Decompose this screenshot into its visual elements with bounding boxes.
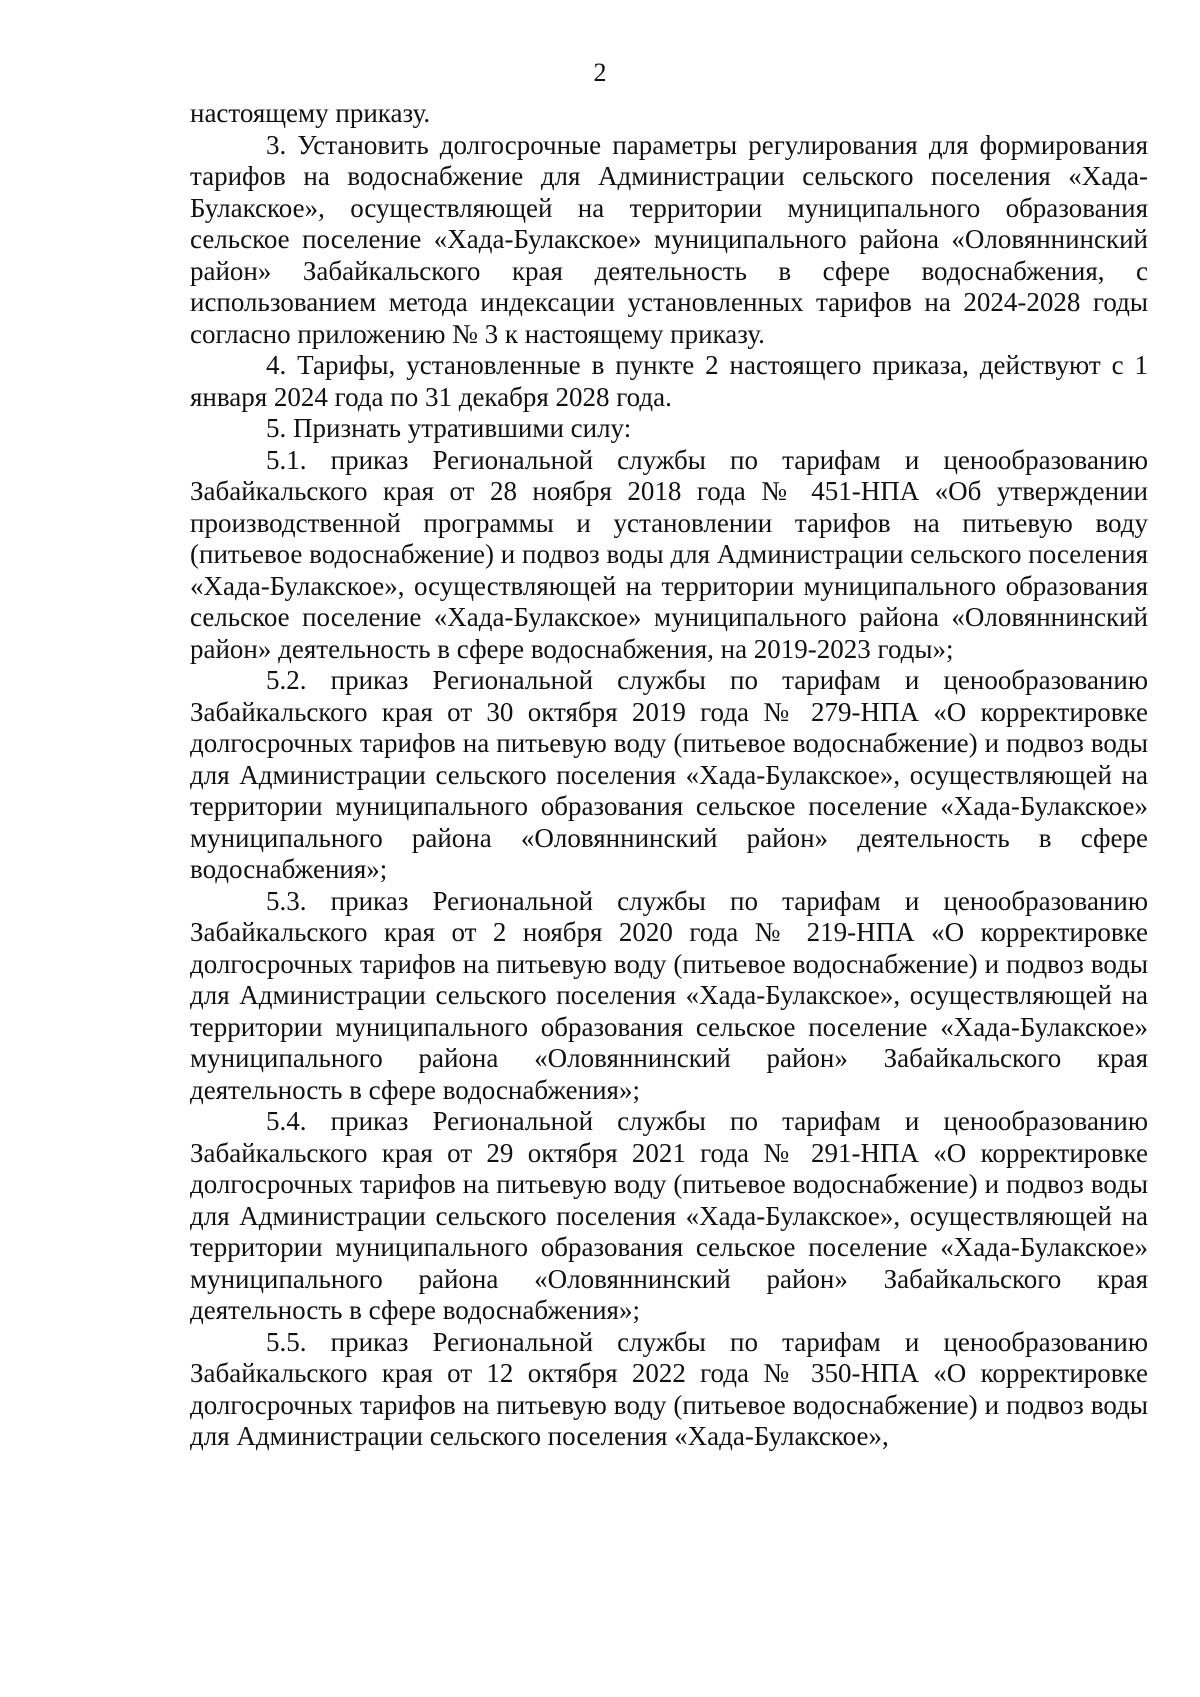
- paragraph-item-5-1: 5.1. приказ Региональной службы по тарифам и ценообразованию Забайкальского края от 28 ноября 2018 года № 451-НПА «Об утверждении производственной программы и установлении тарифов на питьевую воду (питьевое водоснабжение) и подвоз воды для Администрации сельского поселения «Хада-Булакское», осуществляющей на территории муниципального образования сельское поселение «Хада-Булакское» муниципального района «Оловяннинский район» деятельность в сфере водоснабжения, на 2019-2023 годы»;: [190, 444, 1148, 664]
- paragraph-item-3: 3. Установить долгосрочные параметры регулирования для формирования тарифов на водоснабжение для Администрации сельского поселения «Хада-Булакское», осуществляющей на территории муниципального образования сельское поселение «Хада-Булакское» муниципального района «Оловяннинский район» Забайкальского края деятельность в сфере водоснабжения, с использованием метода индексации установленных тарифов на 2024-2028 годы согласно приложению № 3 к настоящему приказу.: [190, 129, 1148, 349]
- document-body: [190, 98, 1148, 1453]
- paragraph-item-5-3: 5.3. приказ Региональной службы по тарифам и ценообразованию Забайкальского края от 2 ноября 2020 года № 219-НПА «О корректировке долгосрочных тарифов на питьевую воду (питьевое водоснабжение) и подвоз воды для Администрации сельского поселения «Хада-Булакское», осуществляющей на территории муниципального образования сельское поселение «Хада-Булакское» муниципального района «Оловяннинский район» Забайкальского края деятельность в сфере водоснабжения»;: [190, 885, 1148, 1105]
- paragraph-item-5-2: 5.2. приказ Региональной службы по тарифам и ценообразованию Забайкальского края от 30 октября 2019 года № 279-НПА «О корректировке долгосрочных тарифов на питьевую воду (питьевое водоснабжение) и подвоз воды для Администрации сельского поселения «Хада-Булакское», осуществляющей на территории муниципального образования сельское поселение «Хада-Булакское» муниципального района «Оловяннинский район» деятельность в сфере водоснабжения»;: [190, 665, 1148, 884]
- paragraph-item-5: 5. Признать утратившими силу:: [266, 413, 632, 443]
- paragraph-item-5-4: 5.4. приказ Региональной службы по тарифам и ценообразованию Забайкальского края от 29 октября 2021 года № 291-НПА «О корректировке долгосрочных тарифов на питьевую воду (питьевое водоснабжение) и подвоз воды для Администрации сельского поселения «Хада-Булакское», осуществляющей на территории муниципального образования сельское поселение «Хада-Булакское» муниципального района «Оловяннинский район» Забайкальского края деятельность в сфере водоснабжения»;: [190, 1106, 1148, 1325]
- paragraph-continuation: настоящему приказу.: [190, 98, 431, 128]
- paragraph-item-4: 4. Тарифы, установленные в пункте 2 настоящего приказа, действуют с 1 января 2024 года по 31 декабря 2028 года.: [190, 350, 1148, 412]
- page-number: 2: [593, 58, 607, 87]
- paragraph-item-5-5: 5.5. приказ Региональной службы по тарифам и ценообразованию Забайкальского края от 12 октября 2022 года № 350-НПА «О корректировке долгосрочных тарифов на питьевую воду (питьевое водоснабжение) и подвоз воды для Администрации сельского поселения «Хада-Булакское»,: [190, 1326, 1148, 1451]
